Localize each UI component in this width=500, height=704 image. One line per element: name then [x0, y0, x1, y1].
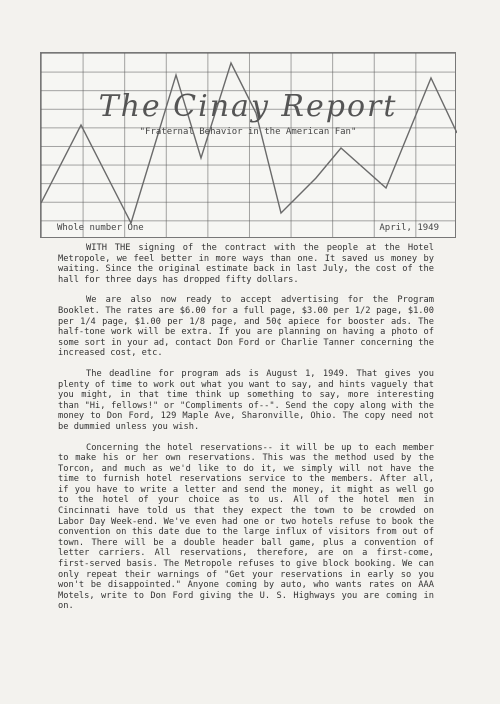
newsletter-title: The Cinay Report — [98, 89, 398, 124]
newsletter-subtitle: "Fraternal Behavior in the American Fan" — [139, 127, 357, 137]
masthead — [40, 52, 456, 238]
issue-number: Whole number One — [57, 223, 144, 233]
paragraph: Concerning the hotel reservations-- it will be up to each member to make his or her own reservations. This was the method used by the Torcon, and much as we'd like to do it, we simply will not have the time to furnish hotel reservations service to the members. After all, if you have to write a letter and send the money, it might as well go to the hotel of your choice as to us. All of the hotel men in Cincinnati have told us that they expect the town to be crowded on Labor Day Week-end. We've even had one or two hotels refuse to book the convention on this date due to the large influx of visitors from out of town. There will be a double header ball game, plus a convention of letter carriers. All reservations, therefore, are on a first-come, first-served basis. The Metropole refuses to give block booking. We can only repeat their warnings of "Get your reservations in early so you won't be disappointed." Anyone coming by auto, who wants rates on AAA Motels, write to Don Ford giving the U. S. Highways you are coming in on. — [58, 442, 434, 612]
issue-date: April, 1949 — [379, 223, 439, 233]
paragraph: WITH THE signing of the contract with the people at the Hotel Metropole, we feel better in more ways than one. It saved us money by waiting. Since the original estimate back in last July, the cost of the hall for three days has dropped fifty dollars. — [58, 243, 434, 285]
paragraph: We are also now ready to accept advertising for the Program Booklet. The rates are $6.00 for a full page, $3.00 per 1/2 page, $1.00 per 1/4 page, $1.00 per 1/8 page, and 50¢ apiece for booster ads. The half-tone work will be extra. If you are planning on having a photo of some sort in your ad, contact Don Ford or Charlie Tanner concerning the increased cost, etc. — [58, 295, 434, 359]
paragraph: The deadline for program ads is August 1, 1949. That gives you plenty of time to work out what you want to say, and hints vaguely that you might, in that time think up something to say, more interesting than "Hi, fellows!" or "Compliments of--". Send the copy along with the money to Don Ford, 129 Maple Ave, Sharonville, Ohio. The copy need not be dummied unless you wish. — [58, 368, 434, 432]
article-body — [58, 243, 434, 622]
zigzag-decoration — [41, 53, 457, 239]
